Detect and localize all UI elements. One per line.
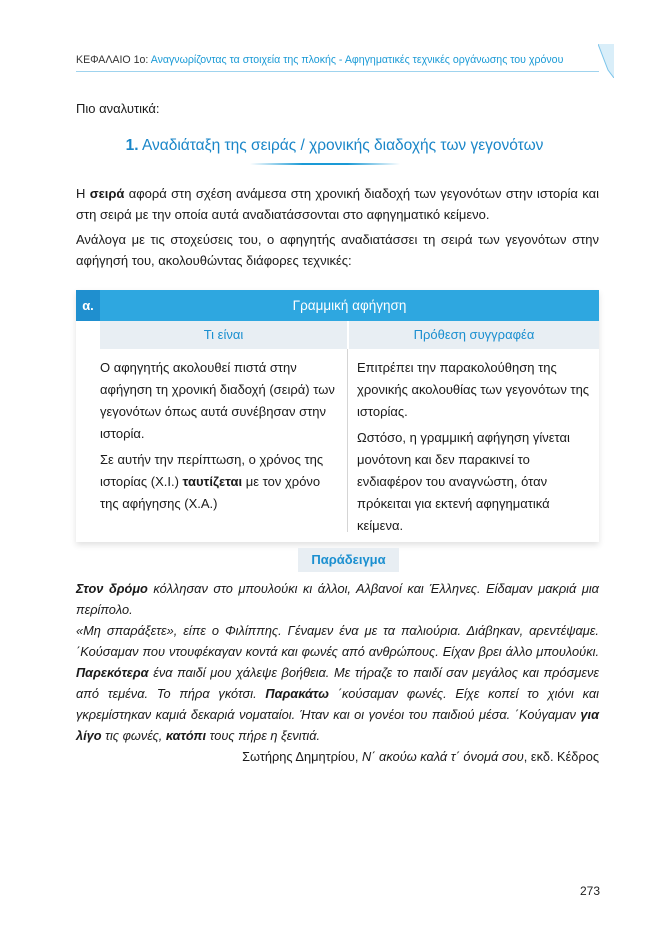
section-title-rule	[250, 163, 400, 165]
example-label: Παράδειγμα	[298, 548, 399, 572]
example-p2-bold1: Παρεκότερα	[76, 665, 149, 680]
example-line1-bold: Στον δρόμο	[76, 581, 148, 596]
paragraph-definition	[76, 183, 599, 225]
example-p2-bold3: για λίγο	[76, 707, 599, 743]
column-divider	[347, 349, 348, 532]
cell-what-p2-bold: ταυτίζεται	[182, 474, 243, 489]
table-title: Γραμμική αφήγηση	[100, 290, 599, 321]
header-corner-tab	[598, 44, 614, 78]
example-p2-b: ένα παιδί μου χάλεψε βοήθεια. Με τήραζε το παιδί σαν μεγάλος και πρόσμενε από τεμένα. Το πήρα γκότσι.	[76, 665, 599, 701]
page-number: 273	[579, 884, 600, 898]
example-line1	[76, 578, 599, 620]
header-rule	[76, 71, 599, 72]
example-p2-c: ΄κούσαμαν φωνές. Είχε κοπεί το χιόνι και γκρεμίστηκαν καμιά δεκαριά νοματαίοι. Ήταν και οι γονέοι του παιδιού μέσα. ΄Κούγαμαν	[76, 686, 599, 722]
paragraph1-start: Η	[76, 186, 90, 201]
cell-what-p1: Ο αφηγητής ακολουθεί πιστά στην αφήγηση τη χρονική διαδοχή (σειρά) των γεγονότων όπως αυτά συνέβησαν στην ιστορία.	[100, 360, 335, 441]
cell-what	[100, 357, 340, 519]
intro-text: Πιο αναλυτικά:	[76, 101, 160, 116]
cell-what-p2	[100, 449, 340, 515]
section-number: 1.	[125, 137, 139, 154]
running-header	[76, 54, 563, 66]
example-source	[76, 746, 599, 767]
linear-narration-table	[76, 290, 599, 542]
column-header-what: Τι είναι	[100, 321, 347, 349]
example-p2-bold2: Παρακάτω	[265, 686, 329, 701]
example-p2-e: τους πήρε η ξενιτιά.	[206, 728, 321, 743]
cell-intent-p2: Ωστόσο, η γραμμική αφήγηση γίνεται μονότονη και δεν παρακινεί το ενδιαφέρον του αναγνώστη, όταν πρόκειται για εκτενή αφηγηματικά κείμενα.	[357, 430, 570, 533]
chapter-subtitle: Αναγνωρίζοντας τα στοιχεία της πλοκής - Αφηγηματικές τεχνικές οργάνωσης του χρόνου	[148, 54, 564, 66]
table-letter: α.	[76, 290, 100, 321]
paragraph1-rest: αφορά στη σχέση ανάμεσα στη χρονική διαδοχή των γεγονότων στην ιστορία και στη σειρά με την οποία αυτά αναδιατάσσονται στο αφηγηματικό κείμενο.	[76, 186, 599, 222]
example-paragraph2	[76, 620, 599, 746]
cell-intent-p1: Επιτρέπει την παρακολούθηση της χρονικής ακολουθίας των γεγονότων της ιστορίας.	[357, 360, 590, 419]
source-publisher: , εκδ. Κέδρος	[523, 749, 599, 764]
source-title: Ν΄ ακούω καλά τ΄ όνομά σου	[362, 749, 524, 764]
cell-what-p2-end: με τον χρόνο της αφήγησης (Χ.Α.)	[100, 474, 321, 511]
source-author: Σωτήρης Δημητρίου,	[242, 749, 362, 764]
example-p2-d: τις φωνές,	[101, 728, 166, 743]
cell-what-p2-start: Σε αυτήν την περίπτωση, ο χρόνος της ιστορίας (Χ.Ι.)	[100, 452, 324, 489]
example-line1-rest: κόλλησαν στο μπουλούκι κι άλλοι, Αλβανοί και Έλληνες. Είδαμαν μακριά μια περίπολο.	[76, 581, 599, 617]
section-title	[0, 137, 669, 155]
column-header-intent: Πρόθεση συγγραφέα	[349, 321, 599, 349]
cell-intent	[357, 357, 593, 541]
example-p2-a: «Μη σπαράξετε», είπε ο Φιλίππης. Γέναμεν ένα με τα παλιούρια. Διάβηκαν, αρεντέψαμε. ΄Κούσαμαν που ντουφέκαγαν κοντά και φωνές από ανθρώπους. Είχαν βρει άλλο μπουλούκι.	[76, 623, 599, 659]
example-p2-bold4: κατόπι	[165, 728, 207, 743]
example-excerpt	[76, 578, 599, 767]
section-title-text: Αναδιάταξη της σειράς / χρονικής διαδοχής των γεγονότων	[138, 137, 544, 154]
chapter-label: ΚΕΦΑΛΑΙΟ 1ο:	[76, 54, 149, 66]
paragraph1-term: σειρά	[89, 186, 125, 201]
paragraph-techniques: Ανάλογα με τις στοχεύσεις του, ο αφηγητής αναδιατάσσει τη σειρά των γεγονότων στην αφήγησή του, ακολουθώντας διάφορες τεχνικές:	[76, 232, 599, 268]
